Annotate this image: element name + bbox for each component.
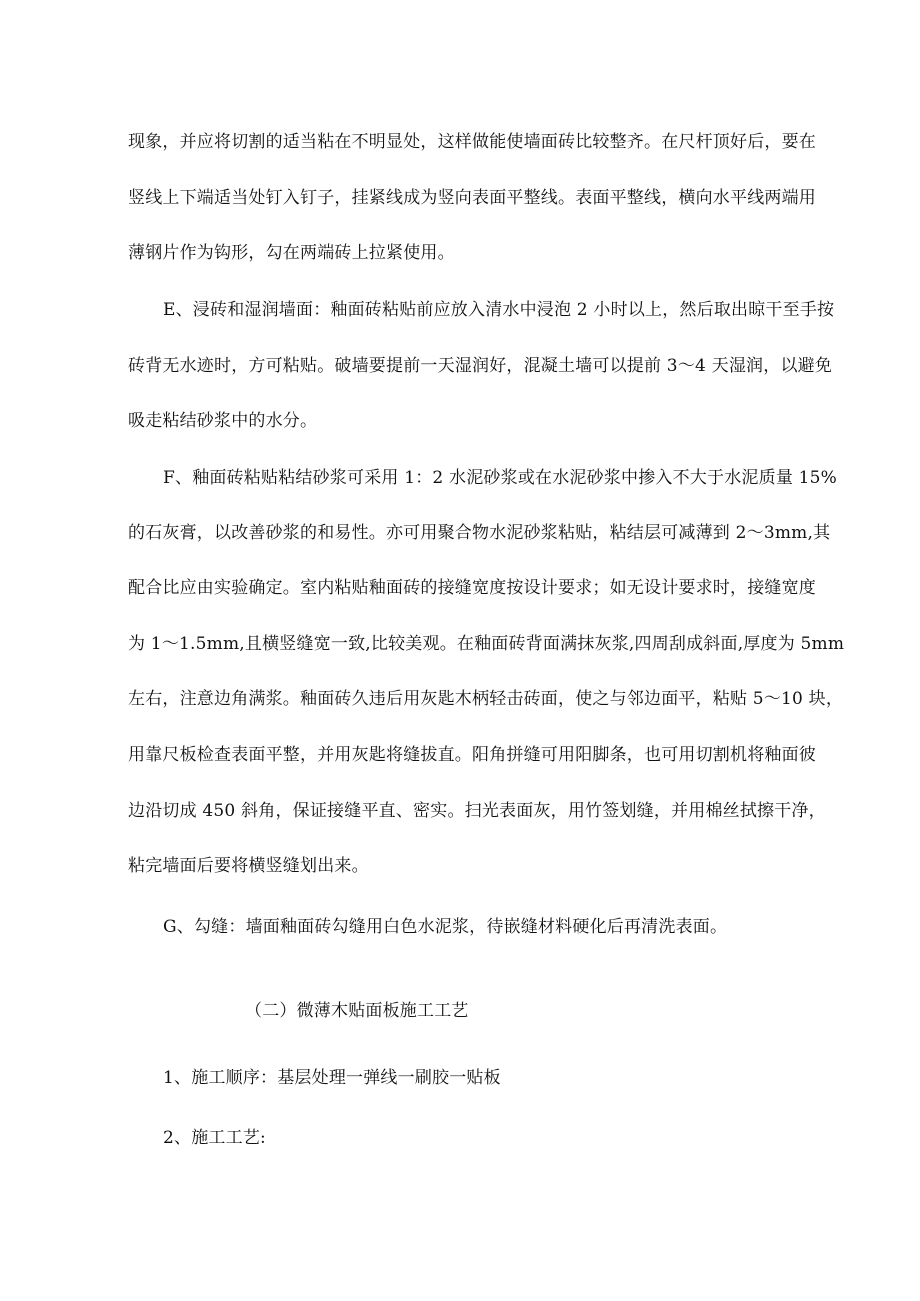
paragraph-e-line-3: 吸走粘结砂浆中的水分。 [128,411,318,431]
paragraph-f-line-8: 粘完墙面后要将横竖缝划出来。 [128,856,369,876]
paragraph-e-line-1: E、浸砖和湿润墙面：釉面砖粘贴前应放入清水中浸泡 2 小时以上，然后取出晾干至手按 [163,300,835,320]
paragraph-f-line-4: 为 1～1.5mm,且横竖缝宽一致,比较美观。在釉面砖背面满抹灰浆,四周刮成斜面,厚度为 5mm [128,634,845,654]
paragraph-continuation-line-2: 竖线上下端适当处钉入钉子，挂紧线成为竖向表面平整线。表面平整线，横向水平线两端用 [128,188,816,208]
item-1-construction-sequence: 1、施工顺序：基层处理一弹线一刷胶一贴板 [163,1068,501,1088]
paragraph-continuation-line-1: 现象，并应将切割的适当粘在不明显处，这样做能使墙面砖比较整齐。在尺杆顶好后，要在 [128,132,816,152]
paragraph-e-line-2: 砖背无水迹时，方可粘贴。破墙要提前一天湿润好，混凝土墙可以提前 3～4 天湿润，以避免 [128,356,833,376]
paragraph-f-line-7: 边沿切成 450 斜角，保证接缝平直、密实。扫光表面灰，用竹签划缝，并用棉丝拭擦干净， [128,801,826,821]
paragraph-f-line-6: 用靠尺板检查表面平整，并用灰匙将缝拔直。阳角拼缝可用阳脚条，也可用切割机将釉面彼 [128,745,816,765]
item-2-construction-process: 2、施工工艺: [163,1128,266,1148]
paragraph-f-line-1: F、釉面砖粘贴粘结砂浆可采用 1：2 水泥砂浆或在水泥砂浆中掺入不大于水泥质量 15% [163,468,838,488]
paragraph-f-line-2: 的石灰膏，以改善砂浆的和易性。亦可用聚合物水泥砂浆粘贴，粘结层可减薄到 2～3mm,其 [128,523,831,543]
paragraph-g: G、勾缝：墙面釉面砖勾缝用白色水泥浆，待嵌缝材料硬化后再清洗表面。 [163,917,728,937]
paragraph-continuation-line-3: 薄钢片作为钩形，勾在两端砖上拉紧使用。 [128,243,455,263]
section-heading: （二）微薄木贴面板施工工艺 [245,1001,469,1021]
paragraph-f-line-5: 左右，注意边角满浆。釉面砖久违后用灰匙木柄轻击砖面，使之与邻边面平，粘贴 5～10 块， [128,689,844,709]
paragraph-f-line-3: 配合比应由实验确定。室内粘贴釉面砖的接缝宽度按设计要求；如无设计要求时，接缝宽度 [128,578,816,598]
